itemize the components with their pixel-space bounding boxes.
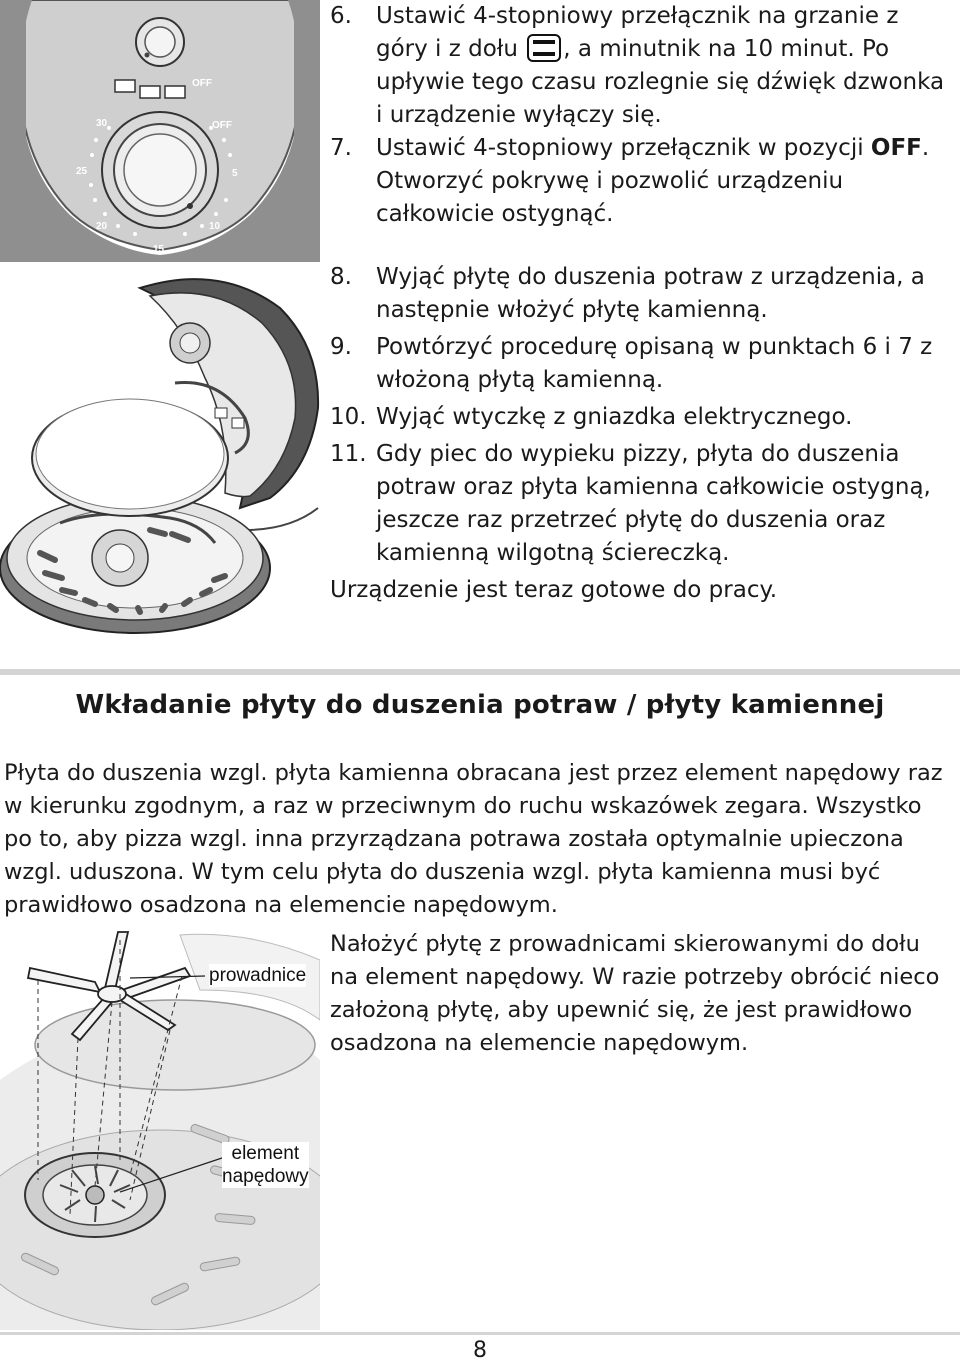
step-text: Wyjąć wtyczkę z gniazdka elektrycznego. [376,404,853,430]
step-text: , a minutnik na 10 minut. Po upływie tego czasu rozlegnie się dźwięk dzwonka i urządzenie wyłączy się. [376,36,945,128]
section-divider-top [0,669,960,675]
step-text: Ustawić 4-stopniowy przełącznik na grzanie z góry i z dołu [376,3,899,62]
page-number: 8 [473,1338,487,1363]
step-number: 11. [330,441,367,467]
step-text: Ustawić 4-stopniowy przełącznik w pozycji [376,135,871,161]
control-panel-illustration [0,0,320,262]
steps-list [330,0,950,607]
dial-label: OFF [192,78,212,89]
step-6 [330,0,950,132]
step-7 [330,132,950,231]
dial-label: OFF [212,120,232,131]
dial-label: 20 [96,221,108,232]
dial-label: 30 [96,118,108,129]
step-text: Gdy piec do wypieku pizzy, płyta do duszenia potraw oraz płyta kamienna całkowicie ostygną, jeszcze raz przetrzeć płytę do duszenia oraz kamienną wilgotną ściereczką. [376,441,931,566]
guides-label: prowadnice [209,965,307,986]
step-11 [330,438,950,570]
step-number: 6. [330,3,352,29]
drive-element-label [222,1142,309,1188]
section-intro: Płyta do duszenia wzgl. płyta kamienna obracana jest przez element napędowy raz w kierunku zgodnym, a raz w przeciwnym do ruchu wskazówek zegara. Wszystko po to, aby pizza wzgl. inna przyrządzana potrawa została optymalnie upieczona wzgl. uduszona. W tym celu płyta do duszenia wzgl. płyta kamienna musi być prawidłowo osadzona na elemencie napędowym. [4,760,943,918]
step-number: 8. [330,264,352,290]
dial-label: 15 [153,244,165,255]
step-9 [330,331,950,397]
step-text: Powtórzyć procedurę opisaną w punktach 6 i 7 z włożoną płytą kamienną. [376,334,933,393]
top-bottom-heat-icon [527,34,561,62]
open-oven-illustration [0,268,325,648]
step-number: 10. [330,404,367,430]
placement-instruction: Nałożyć płytę z prowadnicami skierowanymi do dołu na element napędowy. W razie potrzeby obrócić nieco założoną płytę, aby upewnić się, że jest prawidłowo osadzona na elemencie napędowym. [330,931,940,1056]
dial-label: 5 [232,168,238,179]
step-number: 9. [330,334,352,360]
step-text: . Otworzyć pokrywę i pozwolić urządzeniu całkowicie ostygnąć. [376,135,930,227]
dial-label: 10 [209,221,221,232]
off-position-label: OFF [870,135,922,161]
step-number: 7. [330,135,352,161]
step-text: Wyjąć płytę do duszenia potraw z urządzenia, a następnie włożyć płytę kamienną. [376,264,925,323]
drive-element-label-line-2: napędowy [222,1166,309,1187]
footer-divider [0,1332,960,1335]
section-title: Wkładanie płyty do duszenia potraw / płyty kamiennej [75,690,885,720]
step-10 [330,401,950,434]
closing-text: Urządzenie jest teraz gotowe do pracy. [330,577,778,603]
drive-element-diagram [0,930,320,1330]
step-8 [330,261,950,327]
drive-element-label-line-1: element [231,1143,300,1164]
dial-label: 25 [76,166,88,177]
